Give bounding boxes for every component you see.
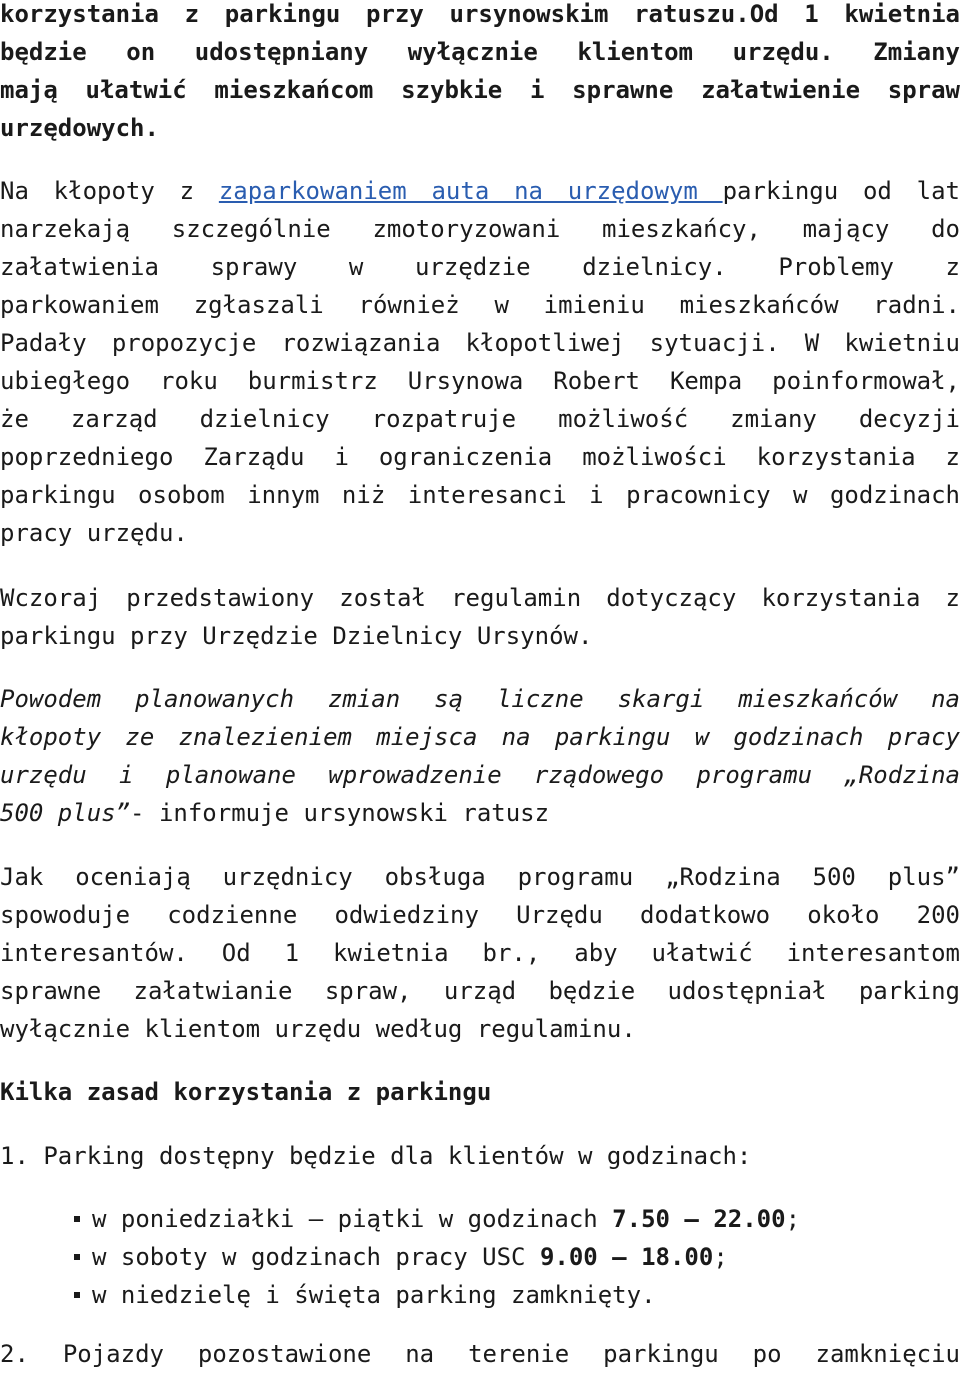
paragraph-line: interesantów. Od 1 kwietnia br., aby ułatwić interesantom — [0, 939, 960, 967]
list-item — [0, 1200, 960, 1238]
intro-paragraph — [0, 0, 960, 147]
intro-line: korzystania z parkingu przy ursynowskim ratuszu.Od 1 kwietnia — [0, 0, 960, 28]
paragraph-line: Wczoraj przedstawiony został regulamin dotyczący korzystania z — [0, 584, 960, 612]
paragraph-line: kłopoty ze znalezieniem miejsca na parkingu w godzinach pracy — [0, 723, 960, 751]
section-heading: Kilka zasad korzystania z parkingu — [0, 1078, 492, 1106]
paragraph-line: parkingu przy Urzędzie Dzielnicy Ursynów. — [0, 622, 593, 650]
text-segment: - informuje ursynowski ratusz — [130, 799, 550, 827]
paragraph-line: parkingu osobom innym niż interesanci i pracownicy w godzinach — [0, 481, 960, 509]
intro-line: mają ułatwić mieszkańcom szybkie i sprawne załatwienie spraw — [0, 76, 960, 104]
hours-value: 9.00 – 18.00 — [539, 1243, 714, 1271]
text-segment: ; — [713, 1243, 728, 1271]
paragraph-line: Powodem planowanych zmian są liczne skargi mieszkańców na — [0, 685, 960, 713]
article-link[interactable]: zaparkowaniem auta na urzędowym — [218, 177, 723, 205]
paragraph-estimate — [0, 858, 960, 1048]
rule-text: 1. Parking dostępny będzie dla klientów w godzinach: — [0, 1142, 752, 1170]
paragraph-line — [0, 172, 960, 210]
hours-list — [0, 1200, 960, 1314]
paragraph-regulation — [0, 579, 960, 655]
text-segment: Na kłopoty z — [0, 177, 219, 205]
bullet-icon — [74, 1292, 80, 1298]
paragraph-line: sprawne załatwianie spraw, urząd będzie udostępniał parking — [0, 977, 960, 1005]
intro-line: będzie on udostępniany wyłącznie klientom urzędu. Zmiany — [0, 38, 960, 66]
bullet-icon — [74, 1254, 80, 1260]
paragraph-line: wyłącznie klientom urzędu według regulaminu. — [0, 1015, 636, 1043]
paragraph-line: parkowaniem zgłaszali również w imieniu mieszkańców radni. — [0, 291, 960, 319]
paragraph-line: Padały propozycje rozwiązania kłopotliwej sytuacji. W kwietniu — [0, 329, 960, 357]
paragraph-problems — [0, 172, 960, 552]
bullet-icon — [74, 1216, 80, 1222]
paragraph-line: poprzedniego Zarządu i ograniczenia możliwości korzystania z — [0, 443, 960, 471]
list-item-text — [92, 1200, 800, 1238]
paragraph-line: narzekają szczególnie zmotoryzowani mieszkańcy, mający do — [0, 215, 960, 243]
section-heading-block — [0, 1073, 960, 1111]
list-item-text — [92, 1238, 728, 1276]
paragraph-line: Jak oceniają urzędnicy obsługa programu „Rodzina 500 plus” — [0, 863, 960, 891]
text-segment: parkingu od lat — [722, 177, 960, 205]
paragraph-line: urzędu i planowane wprowadzenie rządowego programu „Rodzina — [0, 761, 960, 789]
rule-1 — [0, 1137, 960, 1175]
text-segment: w soboty w godzinach pracy USC — [92, 1243, 540, 1271]
list-item — [0, 1238, 960, 1276]
paragraph-line — [0, 794, 960, 832]
list-item-text: w niedzielę i święta parking zamknięty. — [92, 1281, 656, 1309]
text-segment: ; — [785, 1205, 801, 1233]
paragraph-line: ubiegłego roku burmistrz Ursynowa Robert Kempa poinformował, — [0, 367, 960, 395]
paragraph-line: że zarząd dzielnicy rozpatruje możliwość zmiany decyzji — [0, 405, 960, 433]
paragraph-line: spowoduje codzienne odwiedziny Urzędu dodatkowo około 200 — [0, 901, 960, 929]
hours-value: 7.50 – 22.00 — [612, 1205, 786, 1233]
text-segment: w poniedziałki – piątki w godzinach — [92, 1205, 613, 1233]
text-segment: 500 plus” — [0, 799, 131, 827]
intro-line: urzędowych. — [0, 114, 159, 142]
list-item — [0, 1276, 960, 1314]
rule-2 — [0, 1335, 960, 1373]
paragraph-line: załatwienia sprawy w urzędzie dzielnicy. Problemy z — [0, 253, 960, 281]
paragraph-reason — [0, 680, 960, 832]
rule-text: 2. Pojazdy pozostawione na terenie parkingu po zamknięciu — [0, 1340, 960, 1368]
paragraph-line: pracy urzędu. — [0, 519, 188, 547]
